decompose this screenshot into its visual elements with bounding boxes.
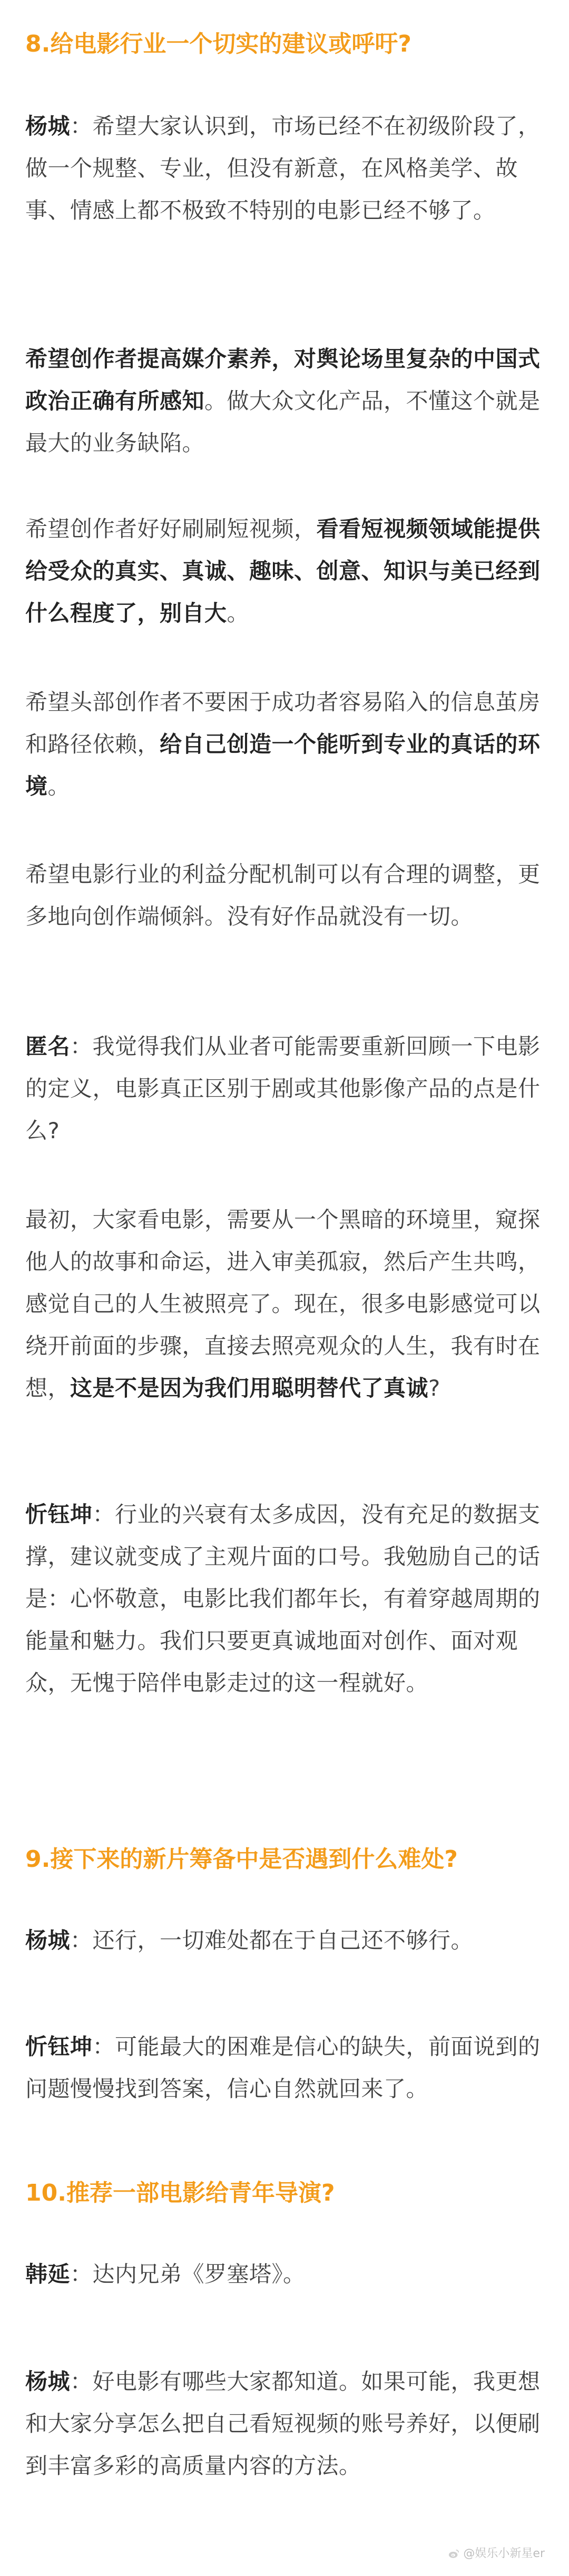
paragraph-text: 。做大众文化产品，不懂这个就是最大的业务缺陷。	[25, 388, 541, 456]
speaker-name: 杨城	[25, 2369, 71, 2394]
speaker-name: 忻钰坤	[25, 2034, 93, 2060]
paragraph-q8-anonymous	[25, 1026, 547, 1152]
paragraph-end: 。	[227, 600, 250, 626]
paragraph-end: 。	[47, 773, 71, 799]
paragraph-q8-info-cocoon	[25, 681, 547, 808]
section-heading-q8: 8.给电影行业一个切实的建议或呼吁?	[25, 31, 411, 57]
emphasis-text: 给自己创造一个能听到专业的真话的环境	[25, 731, 541, 799]
paragraph-text: 达内兄弟《罗塞塔》。	[92, 2261, 306, 2287]
paragraph-q8-profit-distribution	[25, 853, 547, 938]
speaker-name: 韩延	[25, 2261, 71, 2287]
paragraph-text: 可能最大的困难是信心的缺失，前面说到的问题慢慢找到答案，信心自然就回来了。	[25, 2034, 541, 2102]
emphasis-text: 看看短视频领域能提供给受众的真实、真诚、趣味、创意、知识与美已经到什么程度了，别自大	[25, 516, 541, 626]
speaker-name: 匿名	[25, 1033, 71, 1059]
paragraph-text: 好电影有哪些大家都知道。如果可能，我更想和大家分享怎么把自己看短视频的账号养好，以便刷到丰富多彩的高质量内容的方法。	[25, 2369, 541, 2479]
paragraph-text: 最初，大家看电影，需要从一个黑暗的环境里，窥探他人的故事和命运，进入审美孤寂，然后产生共鸣，感觉自己的人生被照亮了。现在，很多电影感觉可以绕开前面的步骤，直接去照亮观众的人生，我有时在想，	[25, 1207, 541, 1401]
speaker-colon: ：	[70, 2261, 93, 2287]
speaker-colon: ：	[70, 1927, 93, 1953]
paragraph-q8-xinyukun	[25, 1494, 547, 1704]
speaker-name: 杨城	[25, 1927, 71, 1953]
speaker-name: 杨城	[25, 113, 71, 139]
paragraph-q8-short-video	[25, 508, 547, 634]
emphasis-text: 希望创作者提高媒介素养，对舆论场里复杂的中国式政治正确有所感知	[25, 346, 541, 414]
paragraph-text: 希望电影行业的利益分配机制可以有合理的调整，更多地向创作端倾斜。没有好作品就没有一切。	[25, 861, 541, 929]
paragraph-text: 希望大家认识到，市场已经不在初级阶段了，做一个规整、专业，但没有新意，在风格美学、故事、情感上都不极致不特别的电影已经不够了。	[25, 113, 541, 223]
speaker-colon: ：	[70, 2369, 93, 2394]
section-heading-q10: 10.推荐一部电影给青年导演?	[25, 2180, 335, 2206]
paragraph-text: 希望头部创作者不要困于成功者容易陷入的信息茧房和路径依赖，	[25, 689, 541, 757]
paragraph-q8-yangcheng	[25, 105, 547, 232]
weibo-watermark	[448, 2546, 545, 2562]
paragraph-text: 还行，一切难处都在于自己还不够行。	[92, 1927, 474, 1953]
speaker-colon: ：	[70, 113, 93, 139]
paragraph-text: 我觉得我们从业者可能需要重新回顾一下电影的定义，电影真正区别于剧或其他影像产品的点是什么?	[25, 1033, 541, 1143]
paragraph-text: 希望创作者好好刷刷短视频，	[25, 516, 317, 542]
paragraph-end: ?	[428, 1375, 440, 1401]
weibo-icon	[448, 2548, 460, 2560]
speaker-name: 忻钰坤	[25, 1501, 93, 1527]
paragraph-q10-hanyan	[25, 2253, 547, 2295]
watermark-text: @娱乐小新星er	[463, 2547, 545, 2560]
paragraph-q10-yangcheng	[25, 2361, 547, 2487]
emphasis-text: 这是不是因为我们用聪明替代了真诚	[70, 1375, 429, 1401]
paragraph-q9-xinyukun	[25, 2026, 547, 2110]
speaker-colon: ：	[92, 2034, 115, 2060]
paragraph-q9-yangcheng	[25, 1919, 547, 1962]
speaker-colon: ：	[92, 1501, 115, 1527]
paragraph-q8-cinema-origin	[25, 1199, 547, 1409]
paragraph-q8-media-literacy	[25, 338, 547, 464]
speaker-colon: ：	[70, 1033, 93, 1059]
paragraph-text: 行业的兴衰有太多成因，没有充足的数据支撑，建议就变成了主观片面的口号。我勉励自己的话是：心怀敬意，电影比我们都年长，有着穿越周期的能量和魅力。我们只要更真诚地面对创作、面对观众，无愧于陪伴电影走过的这一程就好。	[25, 1501, 541, 1696]
section-heading-q9: 9.接下来的新片筹备中是否遇到什么难处?	[25, 1846, 458, 1873]
